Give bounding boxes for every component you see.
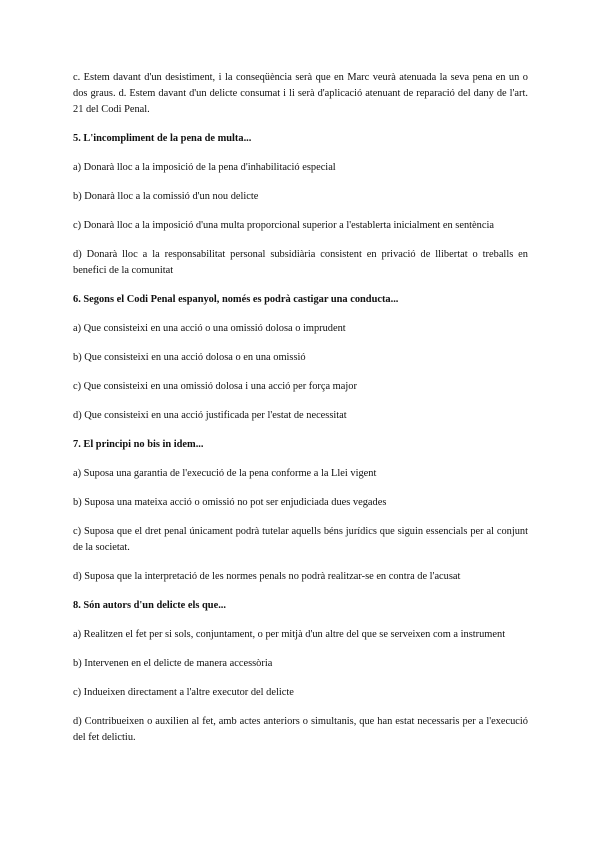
- question-8-title: 8. Són autors d'un delicte els que...: [73, 600, 226, 611]
- question-6-option-b: b) Que consisteixi en una acció dolosa o en una omissió: [73, 352, 306, 363]
- question-8-option-b: b) Intervenen en el delicte de manera accessòria: [73, 658, 273, 669]
- question-5-option-c: c) Donarà lloc a la imposició d'una multa proporcional superior a l'establerta inicialment en sentència: [73, 220, 494, 231]
- question-5-option-b: b) Donarà lloc a la comissió d'un nou delicte: [73, 191, 259, 202]
- question-5-title: 5. L'incompliment de la pena de multa...: [73, 133, 252, 144]
- question-8-option-c: c) Indueixen directament a l'altre executor del delicte: [73, 687, 294, 698]
- question-7-option-b: b) Suposa una mateixa acció o omissió no pot ser enjudiciada dues vegades: [73, 497, 387, 508]
- question-8-option-a: a) Realitzen el fet per si sols, conjuntament, o per mitjà d'un altre del que se serveixen com a instrument: [73, 629, 506, 640]
- question-6-option-d: d) Que consisteixi en una acció justificada per l'estat de necessitat: [73, 410, 347, 421]
- question-6-option-c: c) Que consisteixi en una omissió dolosa i una acció per força major: [73, 381, 357, 392]
- question-7-title: 7. El principi no bis in idem...: [73, 439, 204, 450]
- question-6-option-a: a) Que consisteixi en una acció o una omissió dolosa o imprudent: [73, 323, 346, 334]
- intro-paragraph: c. Estem davant d'un desistiment, i la conseqüència serà que en Marc veurà atenuada la seva pena en un o dos graus. d. Estem davant d'un delicte consumat i li serà d'aplicació atenuant de reparació del dany de l'art. 21 del Codi Penal.: [73, 72, 528, 115]
- question-7-option-d: d) Suposa que la interpretació de les normes penals no podrà realitzar-se en contra de l'acusat: [73, 571, 461, 582]
- question-5-option-a: a) Donarà lloc a la imposició de la pena d'inhabilitació especial: [73, 162, 336, 173]
- question-7-option-a: a) Suposa una garantia de l'execució de la pena conforme a la Llei vigent: [73, 468, 377, 479]
- question-7-option-c: c) Suposa que el dret penal únicament podrà tutelar aquells béns jurídics que siguin essencials per al conjunt de la societat.: [73, 526, 528, 553]
- question-6-title: 6. Segons el Codi Penal espanyol, només es podrà castigar una conducta...: [73, 294, 399, 305]
- question-8-option-d: d) Contribueixen o auxilien al fet, amb actes anteriors o simultanis, que han estat necessaris per a l'execució del fet delictiu.: [73, 716, 528, 743]
- question-5-option-d: d) Donarà lloc a la responsabilitat personal subsidiària consistent en privació de llibertat o treballs en benefici de la comunitat: [73, 249, 528, 276]
